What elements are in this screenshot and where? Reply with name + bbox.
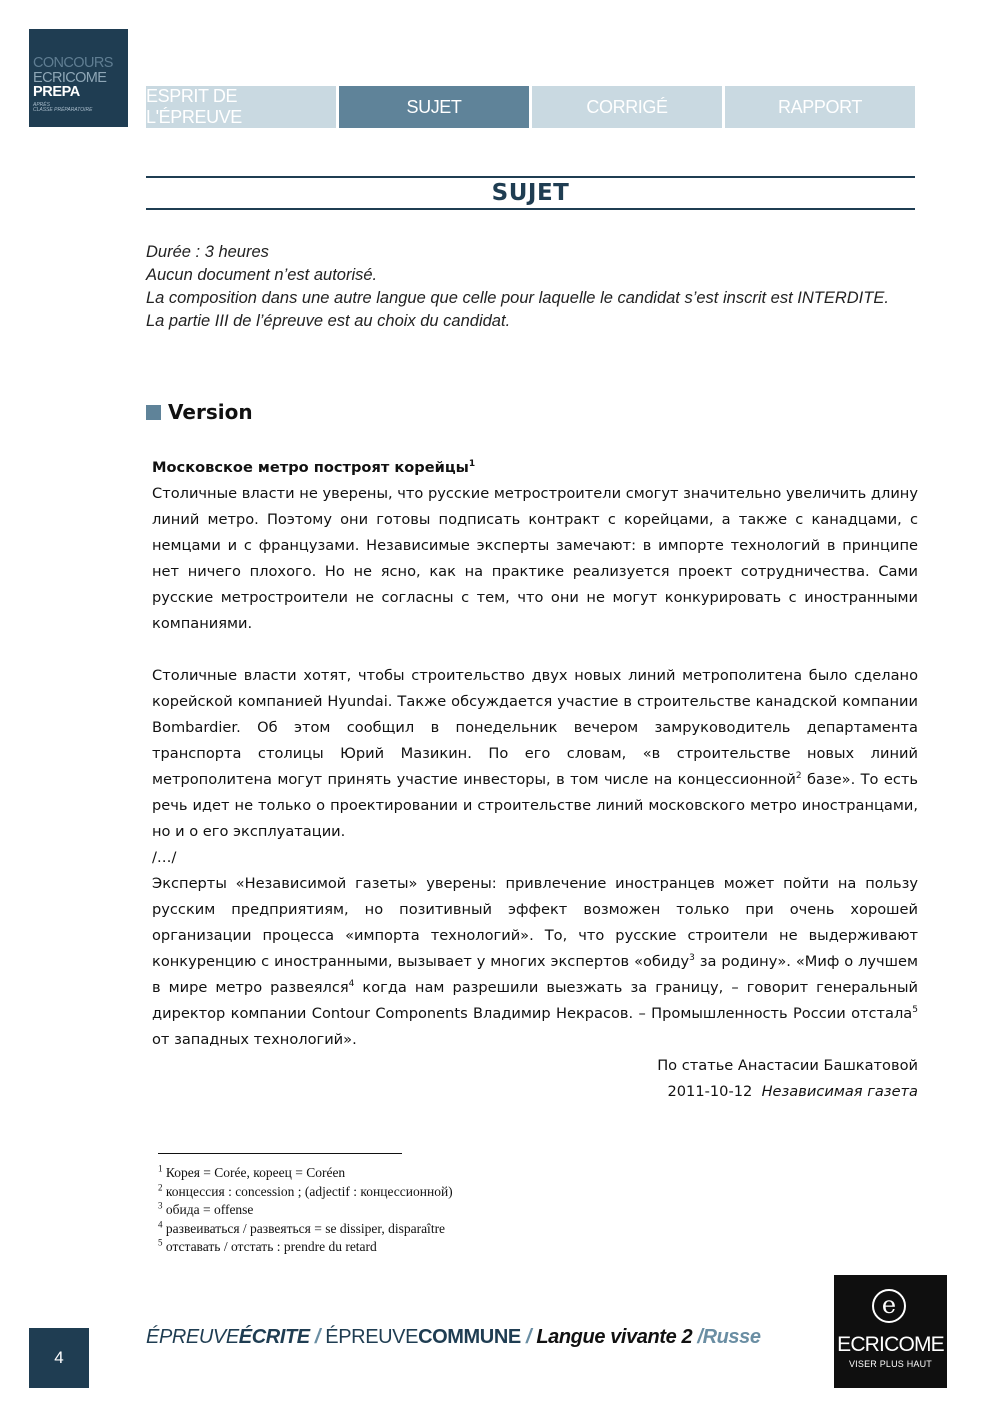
ecricome-logo	[834, 1275, 947, 1388]
title-rule-bottom	[146, 208, 915, 210]
paragraph-gap	[152, 637, 918, 663]
instruction-part-three: La partie III de l’épreuve est au choix du candidat.	[146, 312, 511, 330]
ecricome-tagline: VISER PLUS HAUT	[848, 1359, 933, 1369]
footnote-number: 3	[158, 1200, 163, 1211]
tab-esprit[interactable]: ESPRIT DE L'ÉPREUVE	[146, 86, 336, 128]
paragraph-1: Столичные власти не уверены, что русские метростроители смогут значительно увеличить длину линий метро. Поэтому они готовы подписать контракт с корейцами, а также с канадцами, с немцами и с французами. Независимые эксперты замечают: в импорте технологий в принципе нет ничего плохого. Но не ясно, как на практике реализуется проект сотрудничества. Сами русские метростроители не согласны с тем, что они не могут конкурировать с иностранными компаниями.	[152, 485, 918, 632]
paragraph-2-part-b: базе». То есть речь идет не только о проектировании и строительстве линий московского метро иностранцами, но и о его эксплуатации.	[152, 771, 918, 840]
footer-ecrite: ÉCRITE	[238, 1326, 310, 1348]
tab-corrige[interactable]: CORRIGÉ	[532, 86, 722, 128]
tab-rapport[interactable]: RAPPORT	[725, 86, 915, 128]
footnote-item	[158, 1220, 658, 1239]
footnote-text: Корея = Corée, кореец = Coréen	[165, 1165, 346, 1180]
paragraph-3-part-c: когда нам разрешили выезжать за границу, – говорит генеральный директор компании Contour Components Владимир Некрасов. – Промышленность России отстала	[152, 979, 918, 1022]
footnote-number: 2	[158, 1182, 163, 1192]
footer-slash: /	[314, 1326, 321, 1348]
footnote-item	[158, 1201, 658, 1220]
ellipsis: /…/	[152, 849, 177, 866]
ecricome-prepa-logo	[29, 29, 128, 127]
footnote-rule	[158, 1153, 402, 1154]
paragraph-3-part-b: за родину». «Миф о лучшем в мире метро развеялся	[152, 953, 918, 996]
page-number: 4	[29, 1328, 89, 1388]
footer-slash: /	[697, 1326, 703, 1348]
title-rule-top	[146, 176, 915, 178]
footnote-number: 4	[158, 1219, 163, 1229]
footer-slash: /	[525, 1326, 532, 1348]
footer-epreuve: ÉPREUVE	[146, 1326, 239, 1348]
footer-exam-line	[146, 1326, 761, 1349]
footnote-ref: 3	[689, 953, 695, 964]
version-text	[152, 455, 918, 1105]
footnote-text: развеиваться / развеяться = se dissiper, disparaître	[165, 1220, 446, 1236]
footer-epreuve-2: ÉPREUVE	[325, 1326, 419, 1348]
footnote-text: концессия : concession ; (adjectif : концессионной)	[165, 1183, 453, 1199]
footnote-text: отставать / отстать : prendre du retard	[165, 1239, 377, 1254]
instruction-duration: Durée : 3 heures	[146, 243, 269, 261]
section-square-icon	[146, 405, 161, 420]
source-paper: Независимая газета	[761, 1083, 918, 1100]
paragraph-2-part-a: Столичные власти хотят, чтобы строительство двух новых линий метрополитена было сделано корейской компанией Hyundai. Также обсуждается участие в строительстве канадской компании Bombardier. Об этом сообщил в понедельник вечером замруководитель департамента транспорта столицы Юрий Мазикин. По его словам, «в строительстве новых линий метрополитена могут принять участие инвесторы, в том числе на концессионной	[152, 667, 918, 788]
footnote-item	[158, 1183, 658, 1202]
logo-line-apres: APRÈS	[33, 101, 50, 108]
footer-russe: Russe	[702, 1326, 761, 1348]
source-publication	[152, 1079, 918, 1105]
footer-langue: Langue vivante 2	[536, 1326, 693, 1348]
logo-line-concours: CONCOURS	[33, 55, 113, 71]
instruction-documents: Aucun document n’est autorisé.	[146, 266, 378, 284]
logo-line-ecricome: ECRICOME	[33, 69, 107, 86]
tab-sujet[interactable]: SUJET	[339, 86, 529, 128]
footnote-ref: 5	[912, 1005, 918, 1016]
section-heading	[146, 400, 253, 424]
page-title: SUJET	[491, 180, 570, 206]
section-tabs	[146, 86, 915, 128]
footnote-ref: 2	[795, 771, 802, 782]
footnote-ref: 1	[468, 459, 476, 470]
instruction-language: La composition dans une autre langue que celle pour laquelle le candidat s’est inscrit est INTERDITE.	[146, 289, 889, 307]
exam-instructions	[146, 241, 926, 333]
footnote-number: 1	[158, 1163, 163, 1174]
logo-line-prepa: PREPA	[33, 84, 80, 100]
section-label: Version	[168, 400, 253, 424]
footnotes	[158, 1164, 658, 1257]
ecricome-e-icon: e	[872, 1289, 906, 1323]
footnote-item	[158, 1164, 658, 1183]
footnote-ref: 4	[348, 979, 355, 990]
headline-text: Московское метро построят корейцы	[152, 459, 469, 476]
source-author: По статье Анастасии Башкатовой	[657, 1057, 918, 1074]
paragraph-3	[152, 871, 918, 1053]
paragraph-3-part-d: от западных технологий».	[152, 1031, 357, 1048]
footnote-number: 5	[158, 1237, 163, 1248]
source-date: 2011-10-12	[667, 1083, 753, 1100]
footer-commune: COMMUNE	[418, 1326, 521, 1348]
paragraph-2	[152, 663, 918, 845]
paragraph-3-part-a: Эксперты «Независимой газеты» уверены: привлечение иностранцев может пойти на пользу русским предприятиям, но позитивный эффект возможен только при очень хорошей организации процесса «импорта технологий». То, что русские строители не выдерживают конкуренцию с иностранными, вызывает у многих экспертов «обиду	[152, 875, 918, 970]
ecricome-brand: ECRICOME	[837, 1333, 944, 1356]
footnote-text: обида = offense	[165, 1202, 254, 1217]
article-headline	[152, 455, 918, 481]
footnote-item	[158, 1238, 658, 1257]
logo-line-classe: CLASSE PRÉPARATOIRE	[33, 106, 93, 113]
